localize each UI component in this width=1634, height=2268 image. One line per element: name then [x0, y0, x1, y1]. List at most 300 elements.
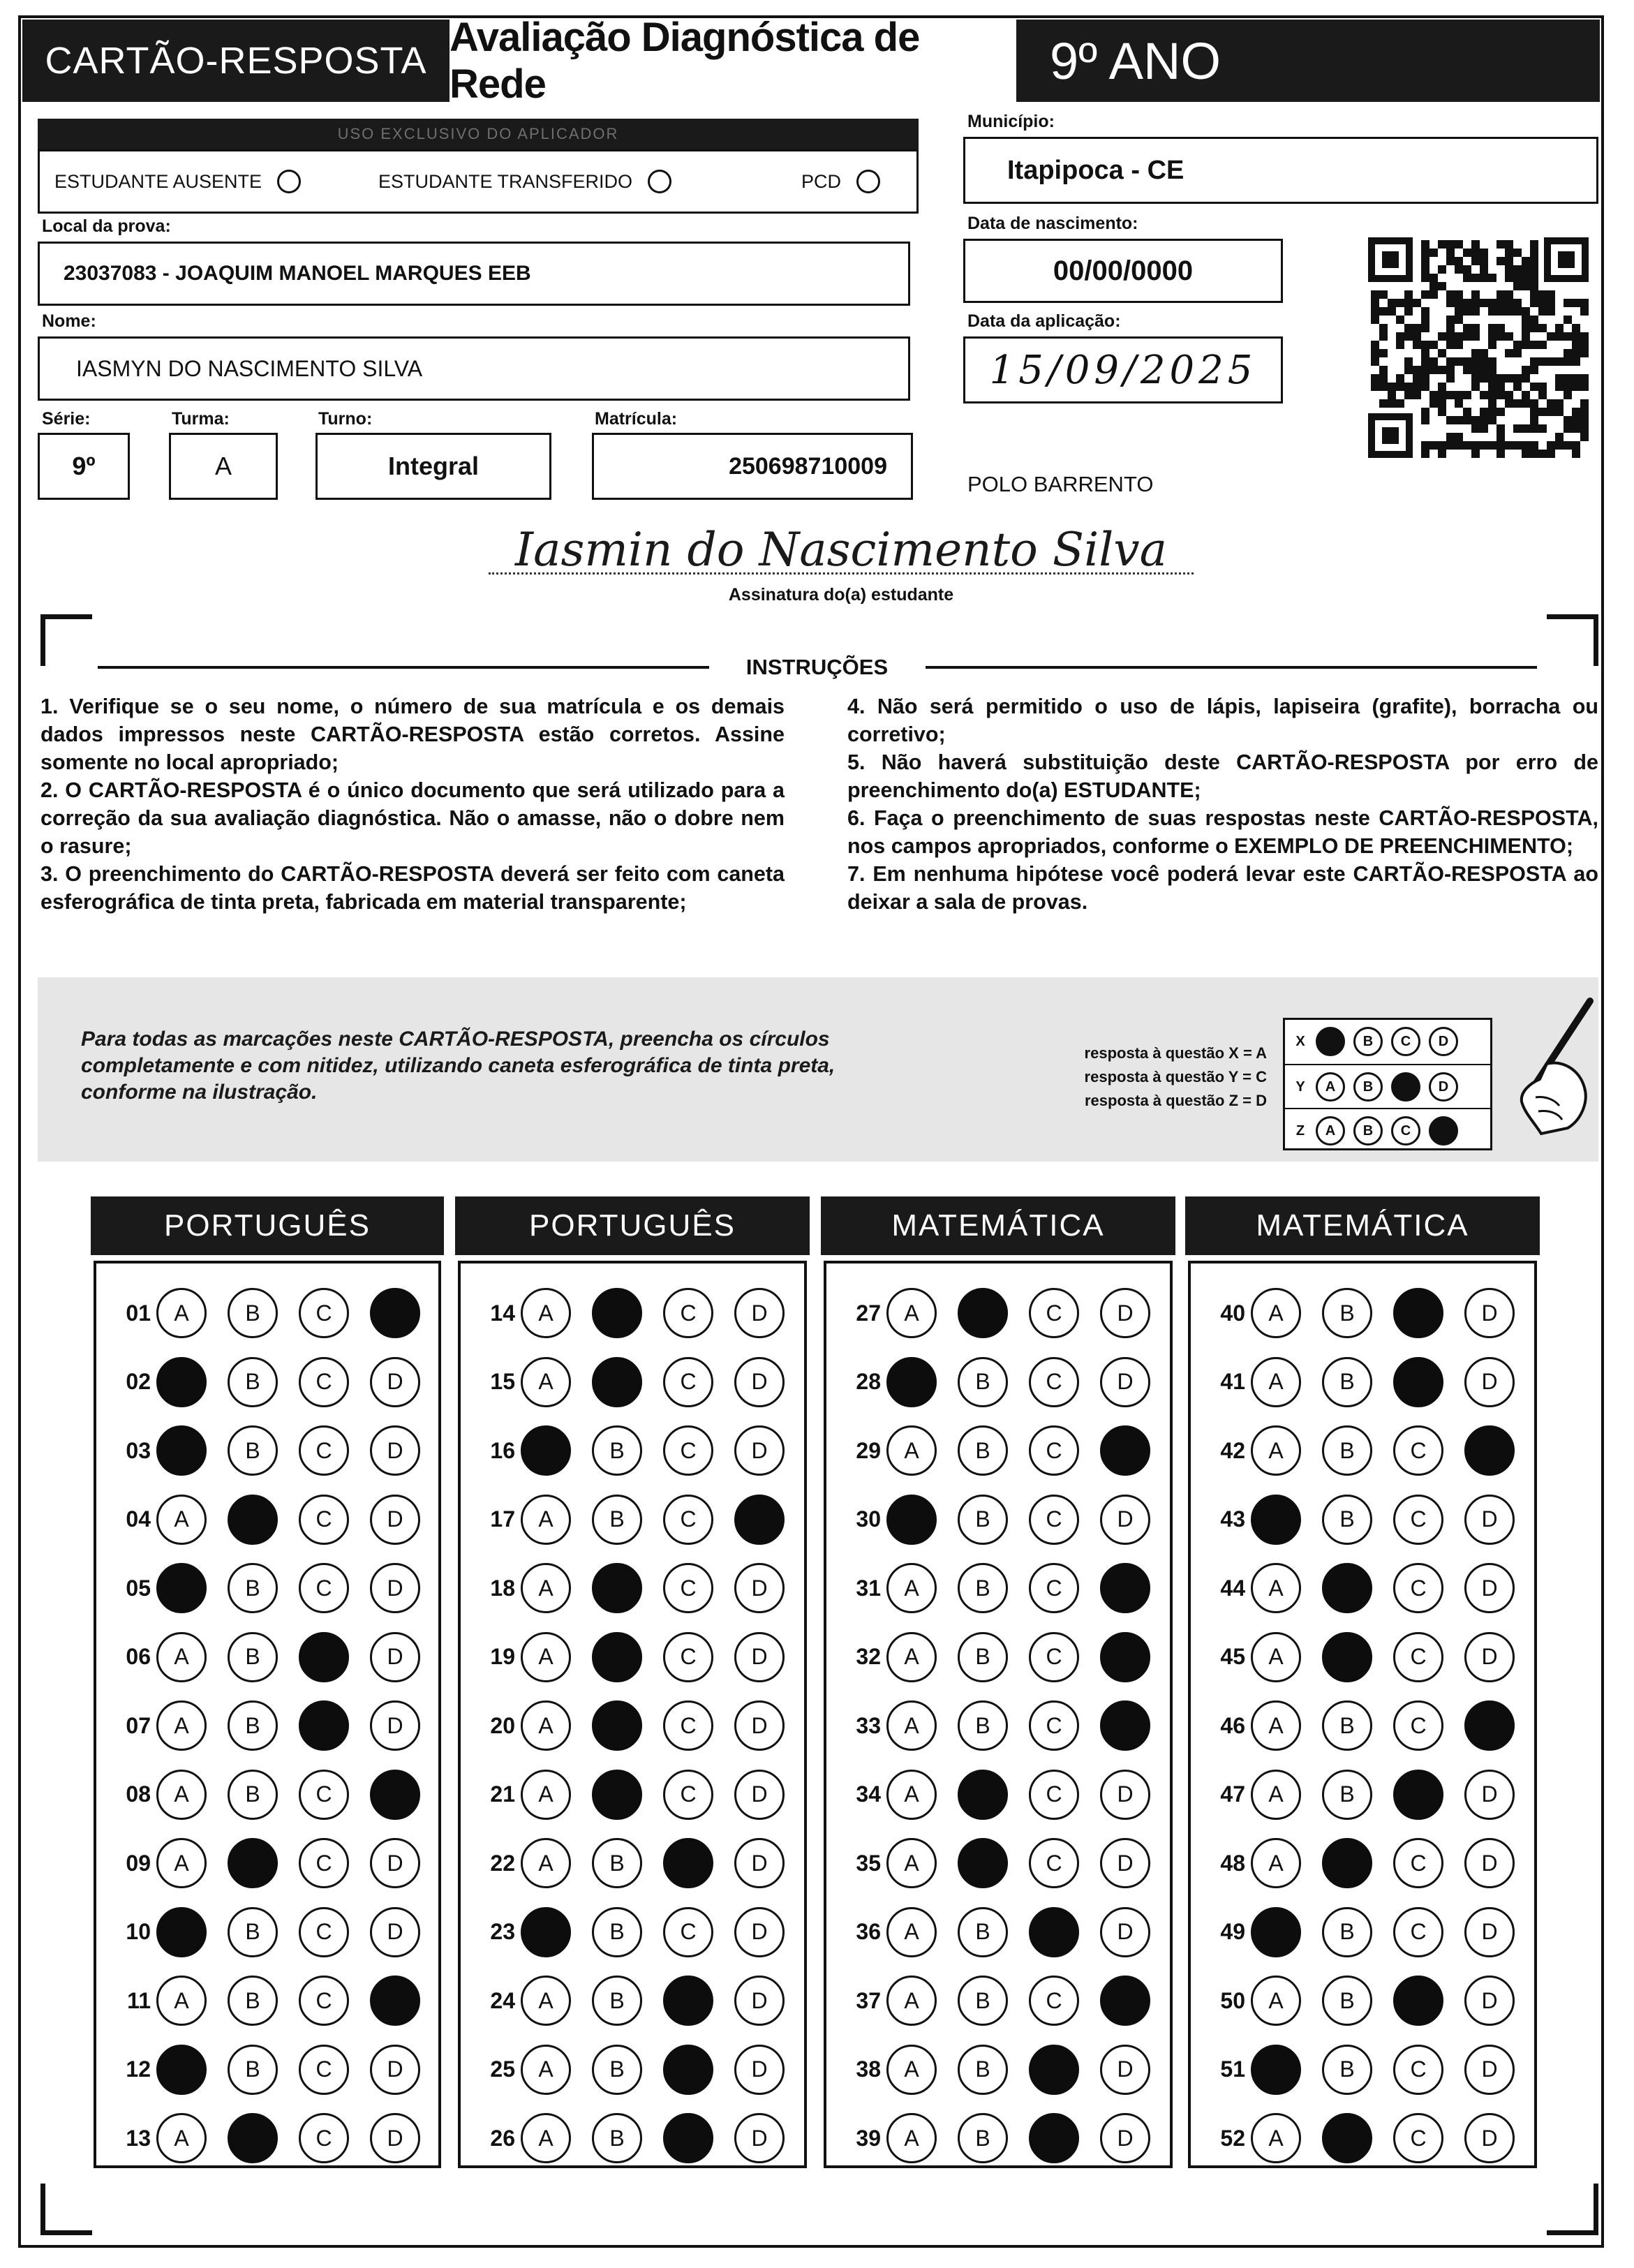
qr-module	[1530, 274, 1538, 282]
bubble-02-c[interactable]: C	[299, 1357, 349, 1407]
bubble-06-c[interactable]	[299, 1632, 349, 1682]
bubble-13-a[interactable]: A	[156, 2113, 207, 2163]
qr-module	[1547, 307, 1555, 316]
bubble-19-a[interactable]: A	[521, 1632, 571, 1682]
qr-module	[1455, 299, 1463, 307]
qr-module	[1471, 324, 1480, 332]
bubble-12-d[interactable]: D	[370, 2045, 420, 2095]
bubble-41-b[interactable]: B	[1322, 1357, 1372, 1407]
bubble-14-b[interactable]	[592, 1288, 642, 1338]
bubble-38-a[interactable]: A	[886, 2045, 937, 2095]
bubble-23-a[interactable]	[521, 1907, 571, 1957]
bubble-40-a[interactable]: A	[1251, 1288, 1301, 1338]
bubble-28-c[interactable]: C	[1029, 1357, 1079, 1407]
bubble-06-b[interactable]: B	[228, 1632, 278, 1682]
qr-module	[1455, 332, 1463, 341]
bubble-38-c[interactable]	[1029, 2045, 1079, 2095]
bubble-47-b[interactable]: B	[1322, 1770, 1372, 1820]
bubble-43-a[interactable]	[1251, 1495, 1301, 1545]
bubble-11-b[interactable]: B	[228, 1976, 278, 2026]
qr-module	[1396, 383, 1404, 391]
question-row-30	[826, 1485, 1170, 1554]
bubble-34-d[interactable]: D	[1100, 1770, 1150, 1820]
bubble-49-a[interactable]	[1251, 1907, 1301, 1957]
bubble-17-a[interactable]: A	[521, 1495, 571, 1545]
bubble-20-d[interactable]: D	[734, 1700, 785, 1751]
qr-module	[1413, 341, 1421, 349]
qr-module	[1530, 416, 1538, 424]
bubble-23-d[interactable]: D	[734, 1907, 785, 1957]
bubble-10-b[interactable]: B	[228, 1907, 278, 1957]
bubble-17-b[interactable]: B	[592, 1495, 642, 1545]
bubble-28-d[interactable]: D	[1100, 1357, 1150, 1407]
qr-module	[1463, 332, 1471, 341]
question-number: 19	[490, 1644, 515, 1669]
bubble-35-d[interactable]: D	[1100, 1838, 1150, 1888]
bubble-09-d[interactable]: D	[370, 1838, 420, 1888]
qr-module	[1480, 299, 1488, 307]
option-pcd-circle[interactable]	[856, 170, 880, 193]
bubble-21-b[interactable]	[592, 1770, 642, 1820]
bubble-16-a[interactable]	[521, 1425, 571, 1476]
bubble-16-c[interactable]: C	[663, 1425, 713, 1476]
bubble-10-a[interactable]	[156, 1907, 207, 1957]
bubble-15-d[interactable]: D	[734, 1357, 785, 1407]
bubble-14-d[interactable]: D	[734, 1288, 785, 1338]
bubble-33-a[interactable]: A	[886, 1700, 937, 1751]
qr-module	[1555, 357, 1564, 366]
bubble-13-b[interactable]	[228, 2113, 278, 2163]
turno-field: Integral	[315, 433, 551, 500]
bubble-43-d[interactable]: D	[1464, 1495, 1515, 1545]
qr-module	[1455, 441, 1463, 450]
bubble-33-b[interactable]: B	[958, 1700, 1008, 1751]
bubble-10-d[interactable]: D	[370, 1907, 420, 1957]
bubble-15-b[interactable]	[592, 1357, 642, 1407]
bubble-37-b[interactable]: B	[958, 1976, 1008, 2026]
bubble-46-c[interactable]: C	[1393, 1700, 1443, 1751]
qr-module	[1371, 383, 1379, 391]
bubble-26-c[interactable]	[663, 2113, 713, 2163]
bubble-11-c[interactable]: C	[299, 1976, 349, 2026]
question-row-10	[96, 1898, 438, 1966]
bubble-46-d[interactable]	[1464, 1700, 1515, 1751]
bubble-52-d[interactable]: D	[1464, 2113, 1515, 2163]
bubble-03-d[interactable]: D	[370, 1425, 420, 1476]
bubble-01-b[interactable]: B	[228, 1288, 278, 1338]
bubble-40-d[interactable]: D	[1464, 1288, 1515, 1338]
bubble-38-d[interactable]: D	[1100, 2045, 1150, 2095]
bubble-43-b[interactable]: B	[1322, 1495, 1372, 1545]
bubble-17-d[interactable]	[734, 1495, 785, 1545]
bubble-27-d[interactable]: D	[1100, 1288, 1150, 1338]
qr-module	[1429, 399, 1438, 408]
qr-module	[1572, 357, 1580, 366]
question-row-04	[96, 1485, 438, 1554]
qr-module	[1572, 299, 1580, 307]
bubble-04-d[interactable]: D	[370, 1495, 420, 1545]
qr-module	[1488, 374, 1496, 383]
bubble-30-a[interactable]	[886, 1495, 937, 1545]
question-number: 11	[127, 1987, 151, 2013]
bubble-25-d[interactable]: D	[734, 2045, 785, 2095]
qr-module	[1522, 441, 1530, 450]
qr-module	[1555, 408, 1564, 416]
bubble-30-d[interactable]: D	[1100, 1495, 1150, 1545]
bubble-31-c[interactable]: C	[1029, 1563, 1079, 1613]
bubble-40-c[interactable]	[1393, 1288, 1443, 1338]
bubble-18-c[interactable]: C	[663, 1563, 713, 1613]
bubble-27-a[interactable]: A	[886, 1288, 937, 1338]
bubble-35-a[interactable]: A	[886, 1838, 937, 1888]
bubble-25-a[interactable]: A	[521, 2045, 571, 2095]
bubble-03-a[interactable]	[156, 1425, 207, 1476]
bubble-22-b[interactable]: B	[592, 1838, 642, 1888]
bubble-05-d[interactable]: D	[370, 1563, 420, 1613]
bubble-31-b[interactable]: B	[958, 1563, 1008, 1613]
bubble-41-a[interactable]: A	[1251, 1357, 1301, 1407]
bubble-14-c[interactable]: C	[663, 1288, 713, 1338]
qr-module	[1513, 274, 1522, 282]
bubble-42-b[interactable]: B	[1322, 1425, 1372, 1476]
bubble-01-d[interactable]	[370, 1288, 420, 1338]
qr-module	[1555, 324, 1564, 332]
bubble-45-a[interactable]: A	[1251, 1632, 1301, 1682]
bubble-11-a[interactable]: A	[156, 1976, 207, 2026]
bubble-16-b[interactable]: B	[592, 1425, 642, 1476]
bubble-25-c[interactable]	[663, 2045, 713, 2095]
bubble-29-d[interactable]	[1100, 1425, 1150, 1476]
qr-module	[1530, 366, 1538, 374]
qr-module	[1522, 341, 1530, 349]
bubble-11-d[interactable]	[370, 1976, 420, 2026]
bubble-30-b[interactable]: B	[958, 1495, 1008, 1545]
bubble-50-c[interactable]	[1393, 1976, 1443, 2026]
bubble-47-d[interactable]: D	[1464, 1770, 1515, 1820]
bubble-21-c[interactable]: C	[663, 1770, 713, 1820]
bubble-04-c[interactable]: C	[299, 1495, 349, 1545]
option-transferred-circle[interactable]	[648, 170, 671, 193]
question-row-31	[826, 1554, 1170, 1622]
bubble-08-b[interactable]: B	[228, 1770, 278, 1820]
question-row-51	[1191, 2036, 1534, 2104]
bubble-37-d[interactable]	[1100, 1976, 1150, 2026]
bubble-26-a[interactable]: A	[521, 2113, 571, 2163]
qr-module	[1388, 383, 1396, 391]
bubble-46-b[interactable]: B	[1322, 1700, 1372, 1751]
bubble-32-b[interactable]: B	[958, 1632, 1008, 1682]
example-bubble-x-c: C	[1391, 1027, 1420, 1056]
bubble-19-b[interactable]	[592, 1632, 642, 1682]
bubble-51-b[interactable]: B	[1322, 2045, 1372, 2095]
bubble-22-c[interactable]	[663, 1838, 713, 1888]
bubble-52-b[interactable]	[1322, 2113, 1372, 2163]
bubble-41-c[interactable]	[1393, 1357, 1443, 1407]
bubble-09-b[interactable]	[228, 1838, 278, 1888]
bubble-10-c[interactable]: C	[299, 1907, 349, 1957]
question-number: 16	[490, 1437, 515, 1463]
bubble-43-c[interactable]: C	[1393, 1495, 1443, 1545]
qr-module	[1404, 357, 1413, 366]
bubble-48-d[interactable]: D	[1464, 1838, 1515, 1888]
bubble-48-b[interactable]	[1322, 1838, 1372, 1888]
bubble-24-d[interactable]: D	[734, 1976, 785, 2026]
bubble-15-c[interactable]: C	[663, 1357, 713, 1407]
bubble-34-a[interactable]: A	[886, 1770, 937, 1820]
bubble-45-b[interactable]	[1322, 1632, 1372, 1682]
question-row-11	[96, 1966, 438, 2035]
question-number: 50	[1220, 1987, 1245, 2013]
bubble-09-a[interactable]: A	[156, 1838, 207, 1888]
bubble-07-a[interactable]: A	[156, 1700, 207, 1751]
qr-module	[1538, 357, 1547, 366]
bubble-23-b[interactable]: B	[592, 1907, 642, 1957]
bubble-30-c[interactable]: C	[1029, 1495, 1079, 1545]
bubble-15-a[interactable]: A	[521, 1357, 571, 1407]
question-row-28	[826, 1348, 1170, 1416]
bubble-19-d[interactable]: D	[734, 1632, 785, 1682]
qr-module	[1488, 307, 1496, 316]
bubble-07-d[interactable]: D	[370, 1700, 420, 1751]
question-number: 07	[126, 1712, 151, 1738]
bubble-34-c[interactable]: C	[1029, 1770, 1079, 1820]
bubble-22-d[interactable]: D	[734, 1838, 785, 1888]
qr-module	[1538, 341, 1547, 349]
bubble-02-d[interactable]: D	[370, 1357, 420, 1407]
qr-module	[1522, 316, 1530, 324]
bubble-01-a[interactable]: A	[156, 1288, 207, 1338]
bubble-16-d[interactable]: D	[734, 1425, 785, 1476]
bubble-08-c[interactable]: C	[299, 1770, 349, 1820]
qr-module	[1547, 290, 1555, 299]
bubble-39-a[interactable]: A	[886, 2113, 937, 2163]
bubble-38-b[interactable]: B	[958, 2045, 1008, 2095]
bubble-05-a[interactable]	[156, 1563, 207, 1613]
bubble-04-b[interactable]	[228, 1495, 278, 1545]
bubble-49-b[interactable]: B	[1322, 1907, 1372, 1957]
bubble-51-d[interactable]: D	[1464, 2045, 1515, 2095]
bubble-34-b[interactable]	[958, 1770, 1008, 1820]
option-absent-circle[interactable]	[277, 170, 301, 193]
option-pcd[interactable]	[801, 159, 880, 204]
bubble-27-b[interactable]	[958, 1288, 1008, 1338]
bubble-29-c[interactable]: C	[1029, 1425, 1079, 1476]
bubble-19-c[interactable]: C	[663, 1632, 713, 1682]
bubble-31-d[interactable]	[1100, 1563, 1150, 1613]
qr-module	[1421, 307, 1429, 316]
bubble-07-c[interactable]	[299, 1700, 349, 1751]
bubble-24-a[interactable]: A	[521, 1976, 571, 2026]
option-absent[interactable]	[54, 159, 301, 204]
bubble-52-c[interactable]: C	[1393, 2113, 1443, 2163]
question-row-29	[826, 1416, 1170, 1485]
bubble-04-a[interactable]: A	[156, 1495, 207, 1545]
bubble-22-a[interactable]: A	[521, 1838, 571, 1888]
qr-module	[1547, 399, 1555, 408]
bubble-06-a[interactable]: A	[156, 1632, 207, 1682]
bubble-52-a[interactable]: A	[1251, 2113, 1301, 2163]
bubble-28-b[interactable]: B	[958, 1357, 1008, 1407]
bubble-39-c[interactable]	[1029, 2113, 1079, 2163]
bubble-36-a[interactable]: A	[886, 1907, 937, 1957]
qr-module	[1580, 433, 1589, 441]
bubble-01-c[interactable]: C	[299, 1288, 349, 1338]
turno-label: Turno:	[318, 409, 373, 429]
signature-line	[489, 572, 1194, 575]
bubble-36-b[interactable]: B	[958, 1907, 1008, 1957]
qr-module	[1421, 240, 1429, 249]
bubble-18-a[interactable]: A	[521, 1563, 571, 1613]
qr-module	[1446, 257, 1455, 265]
bubble-02-a[interactable]	[156, 1357, 207, 1407]
question-row-09	[96, 1829, 438, 1897]
bubble-48-a[interactable]: A	[1251, 1838, 1301, 1888]
qr-module	[1513, 383, 1522, 391]
bubble-18-d[interactable]: D	[734, 1563, 785, 1613]
option-absent-label: ESTUDANTE AUSENTE	[54, 170, 262, 192]
instructions-right	[847, 692, 1598, 916]
bubble-18-b[interactable]	[592, 1563, 642, 1613]
bubble-06-d[interactable]: D	[370, 1632, 420, 1682]
bubble-49-d[interactable]: D	[1464, 1907, 1515, 1957]
answer-grid-4	[1188, 1261, 1537, 2168]
bubble-20-a[interactable]: A	[521, 1700, 571, 1751]
qr-module	[1388, 307, 1396, 316]
qr-module	[1455, 316, 1463, 324]
bubble-24-c[interactable]	[663, 1976, 713, 2026]
bubble-48-c[interactable]: C	[1393, 1838, 1443, 1888]
bubble-37-a[interactable]: A	[886, 1976, 937, 2026]
bubble-21-d[interactable]: D	[734, 1770, 785, 1820]
bubble-31-a[interactable]: A	[886, 1563, 937, 1613]
bubble-47-a[interactable]: A	[1251, 1770, 1301, 1820]
bubble-28-a[interactable]	[886, 1357, 937, 1407]
bubble-13-c[interactable]: C	[299, 2113, 349, 2163]
bubble-37-c[interactable]: C	[1029, 1976, 1079, 2026]
signature-caption: Assinatura do(a) estudante	[728, 585, 954, 605]
qr-module	[1463, 249, 1471, 257]
qr-module	[1522, 374, 1530, 383]
bubble-09-c[interactable]: C	[299, 1838, 349, 1888]
bubble-03-c[interactable]: C	[299, 1425, 349, 1476]
bubble-20-c[interactable]: C	[663, 1700, 713, 1751]
bubble-51-c[interactable]: C	[1393, 2045, 1443, 2095]
example-text: Para todas as marcações neste CARTÃO-RESPOSTA, preencha os círculos completamente e com nitidez, utilizando caneta esferográfica de tinta preta, conforme na ilustração.	[81, 1028, 835, 1104]
birthdate-field: 00/00/0000	[963, 239, 1283, 303]
qr-module	[1572, 332, 1580, 341]
qr-module	[1455, 265, 1463, 274]
bubble-13-d[interactable]: D	[370, 2113, 420, 2163]
bubble-36-d[interactable]: D	[1100, 1907, 1150, 1957]
question-number: 14	[490, 1300, 515, 1326]
bubble-40-b[interactable]: B	[1322, 1288, 1372, 1338]
question-row-36	[826, 1898, 1170, 1966]
bubble-39-d[interactable]: D	[1100, 2113, 1150, 2163]
bubble-35-b[interactable]	[958, 1838, 1008, 1888]
bubble-29-b[interactable]: B	[958, 1425, 1008, 1476]
bubble-49-c[interactable]: C	[1393, 1907, 1443, 1957]
qr-module	[1421, 341, 1429, 349]
bubble-26-b[interactable]: B	[592, 2113, 642, 2163]
bubble-26-d[interactable]: D	[734, 2113, 785, 2163]
example-question-letter: Z	[1295, 1122, 1305, 1139]
bubble-42-d[interactable]	[1464, 1425, 1515, 1476]
bubble-05-c[interactable]: C	[299, 1563, 349, 1613]
qr-module	[1496, 299, 1505, 307]
qr-module	[1396, 399, 1404, 408]
bubble-50-a[interactable]: A	[1251, 1976, 1301, 2026]
qr-module	[1555, 399, 1564, 408]
bubble-25-b[interactable]: B	[592, 2045, 642, 2095]
bubble-32-a[interactable]: A	[886, 1632, 937, 1682]
bubble-35-c[interactable]: C	[1029, 1838, 1079, 1888]
bubble-02-b[interactable]: B	[228, 1357, 278, 1407]
bubble-45-c[interactable]: C	[1393, 1632, 1443, 1682]
bubble-44-a[interactable]: A	[1251, 1563, 1301, 1613]
bubble-45-d[interactable]: D	[1464, 1632, 1515, 1682]
qr-module	[1572, 450, 1580, 458]
qr-module	[1446, 341, 1455, 349]
bubble-50-b[interactable]: B	[1322, 1976, 1372, 2026]
bubble-05-b[interactable]: B	[228, 1563, 278, 1613]
bubble-44-c[interactable]: C	[1393, 1563, 1443, 1613]
bubble-17-c[interactable]: C	[663, 1495, 713, 1545]
bubble-51-a[interactable]	[1251, 2045, 1301, 2095]
bubble-08-d[interactable]	[370, 1770, 420, 1820]
qr-module	[1413, 391, 1421, 399]
bubble-20-b[interactable]	[592, 1700, 642, 1751]
bubble-47-c[interactable]	[1393, 1770, 1443, 1820]
bubble-41-d[interactable]: D	[1464, 1357, 1515, 1407]
bubble-29-a[interactable]: A	[886, 1425, 937, 1476]
bubble-44-b[interactable]	[1322, 1563, 1372, 1613]
bubble-12-b[interactable]: B	[228, 2045, 278, 2095]
bubble-36-c[interactable]	[1029, 1907, 1079, 1957]
qr-module	[1530, 408, 1538, 416]
bubble-32-d[interactable]	[1100, 1632, 1150, 1682]
question-number: 08	[126, 1781, 151, 1807]
answer-grid-2	[458, 1261, 807, 2168]
bubble-07-b[interactable]: B	[228, 1700, 278, 1751]
bubble-14-a[interactable]: A	[521, 1288, 571, 1338]
bubble-42-a[interactable]: A	[1251, 1425, 1301, 1476]
bubble-12-c[interactable]: C	[299, 2045, 349, 2095]
option-transferred[interactable]	[378, 159, 671, 204]
bubble-08-a[interactable]: A	[156, 1770, 207, 1820]
bubble-24-b[interactable]: B	[592, 1976, 642, 2026]
bubble-33-c[interactable]: C	[1029, 1700, 1079, 1751]
bubble-46-a[interactable]: A	[1251, 1700, 1301, 1751]
bubble-27-c[interactable]: C	[1029, 1288, 1079, 1338]
qr-module	[1522, 366, 1530, 374]
bubble-23-c[interactable]: C	[663, 1907, 713, 1957]
qr-module	[1471, 257, 1480, 265]
bubble-32-c[interactable]: C	[1029, 1632, 1079, 1682]
qr-module	[1388, 391, 1396, 399]
qr-module	[1421, 383, 1429, 391]
qr-module	[1421, 290, 1429, 299]
bubble-12-a[interactable]	[156, 2045, 207, 2095]
bubble-44-d[interactable]: D	[1464, 1563, 1515, 1613]
bubble-33-d[interactable]	[1100, 1700, 1150, 1751]
bubble-03-b[interactable]: B	[228, 1425, 278, 1476]
bubble-39-b[interactable]: B	[958, 2113, 1008, 2163]
bubble-42-c[interactable]: C	[1393, 1425, 1443, 1476]
qr-module	[1480, 349, 1488, 357]
bubble-50-d[interactable]: D	[1464, 1976, 1515, 2026]
bubble-21-a[interactable]: A	[521, 1770, 571, 1820]
question-number: 24	[490, 1987, 515, 2013]
